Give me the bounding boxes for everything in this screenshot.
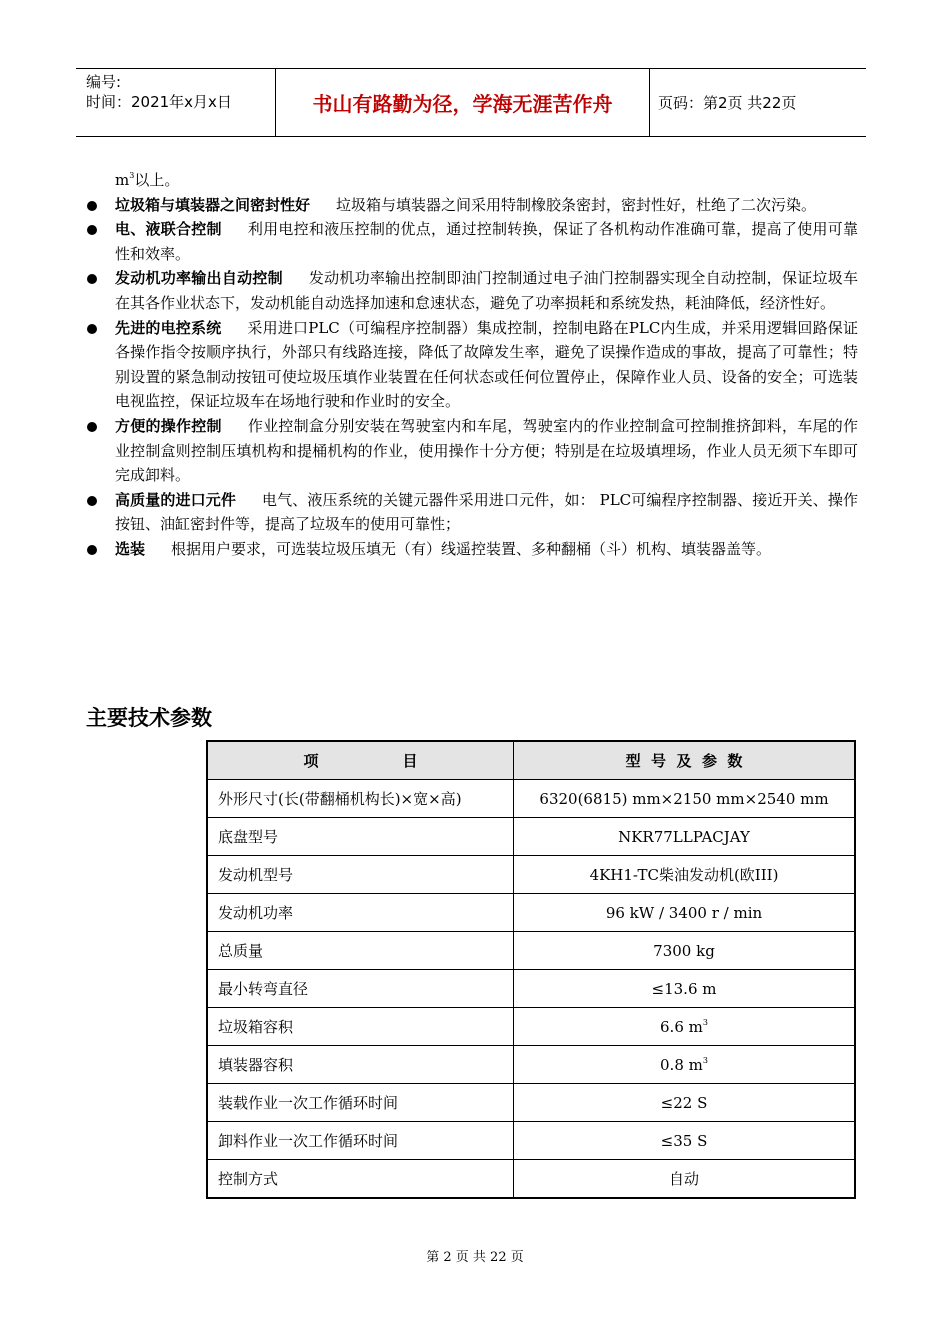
- table-row: [207, 1122, 855, 1160]
- table-row: [207, 856, 855, 894]
- param-value: 自动: [514, 1160, 856, 1199]
- feature-title: 垃圾箱与填装器之间密封性好: [115, 195, 311, 214]
- bullet-icon: [87, 201, 97, 211]
- bullet-icon: [87, 496, 97, 506]
- feature-text: 采用进口PLC（可编程序控制器）集成控制，控制电路在PLC内生成，并采用逻辑回路保证各操作指令按顺序执行，外部只有线路连接，降低了故障发生率，避免了误操作造成的事故，提高了可靠性；特别设置的紧急制动按钮可使垃圾压填作业装置在任何状态或任何位置停止，保障作业人员、设备的安全；可选装电视监控，保证垃圾车在场地行驶和作业时的安全。: [115, 318, 858, 411]
- bullet-icon: [87, 545, 97, 555]
- bullet-icon: [87, 274, 97, 284]
- feature-text: 利用电控和液压控制的优点，通过控制转换，保证了各机构动作准确可靠，提高了使用可靠性和效率。: [115, 220, 858, 263]
- param-name: 外形尺寸(长(带翻桶机构长)×宽×高): [207, 780, 514, 818]
- table-row: [207, 1160, 855, 1199]
- param-value-text: 6.6 m: [660, 1017, 703, 1036]
- feature-title: 发动机功率输出自动控制: [115, 269, 283, 288]
- bullet-icon: [87, 225, 97, 235]
- unit-superscript: 3: [702, 1055, 708, 1065]
- column-header-value: 型 号 及 参 数: [514, 741, 856, 780]
- table-row: [207, 894, 855, 932]
- feature-item: [86, 217, 858, 266]
- table-row: [207, 818, 855, 856]
- param-value: 7300 kg: [514, 932, 856, 970]
- param-value: 4KH1-TC柴油发动机(欧III): [514, 856, 856, 894]
- param-value: 6320(6815) mm×2150 mm×2540 mm: [514, 780, 856, 818]
- header-meta: [76, 69, 276, 136]
- feature-text: 发动机功率输出控制即油门控制通过电子油门控制器实现全自动控制，保证垃圾车在其各作业状态下，发动机能自动选择加速和怠速状态，避免了功率损耗和系统发热，耗油降低，经济性好。: [115, 269, 858, 312]
- feature-list: [86, 168, 858, 562]
- param-value: [514, 1008, 856, 1046]
- feature-title: 高质量的进口元件: [115, 490, 236, 509]
- table-row: [207, 780, 855, 818]
- param-name: 底盘型号: [207, 818, 514, 856]
- feature-title: 电、液联合控制: [115, 220, 222, 239]
- feature-item: [86, 414, 858, 488]
- bullet-icon: [87, 422, 97, 432]
- feature-text: 作业控制盒分别安装在驾驶室内和车尾，驾驶室内的作业控制盒可控制推挤卸料，车尾的作业控制盒则控制压填机构和提桶机构的作业，使用操作十分方便；特别是在垃圾填埋场，作业人员无须下车即可完成卸料。: [115, 416, 858, 485]
- section-title: 主要技术参数: [86, 706, 212, 730]
- table-row: [207, 1008, 855, 1046]
- header-page-code: 页码：第2页 共22页: [658, 94, 797, 112]
- feature-text: 根据用户要求，可选装垃圾压填无（有）线遥控装置、多种翻桶（斗）机构、填装器盖等。: [171, 539, 772, 558]
- table-header-row: [207, 741, 855, 780]
- param-name: 垃圾箱容积: [207, 1008, 514, 1046]
- unit-superscript: 3: [702, 1017, 708, 1027]
- feature-item: [86, 316, 858, 414]
- column-header-item: 项 目: [207, 741, 514, 780]
- params-table: [206, 740, 856, 1199]
- feature-title: 方便的操作控制: [115, 416, 222, 435]
- unit-superscript: 3: [129, 171, 135, 180]
- feature-item: [86, 488, 858, 537]
- param-name: 装载作业一次工作循环时间: [207, 1084, 514, 1122]
- param-value: ≤22 S: [514, 1084, 856, 1122]
- document-number-label: 编号:: [86, 73, 122, 91]
- param-name: 发动机型号: [207, 856, 514, 894]
- unit-base: m: [115, 171, 130, 189]
- continued-text-body: 以上。: [134, 171, 180, 189]
- feature-item: [86, 537, 858, 562]
- param-name: 控制方式: [207, 1160, 514, 1199]
- param-name: 最小转弯直径: [207, 970, 514, 1008]
- param-value: 96 kW / 3400 r / min: [514, 894, 856, 932]
- param-value: ≤13.6 m: [514, 970, 856, 1008]
- page-header: [76, 68, 866, 137]
- header-motto: 书山有路勤为径，学海无涯苦作舟: [276, 69, 650, 136]
- table-row: [207, 1084, 855, 1122]
- bullet-icon: [87, 324, 97, 334]
- feature-text: 电气、液压系统的关键元器件采用进口元件，如： PLC可编程序控制器、接近开关、操作按钮、油缸密封件等，提高了垃圾车的使用可靠性；: [115, 490, 858, 534]
- param-name: 填装器容积: [207, 1046, 514, 1084]
- param-name: 发动机功率: [207, 894, 514, 932]
- param-name: 总质量: [207, 932, 514, 970]
- document-date: 时间：2021年x月x日: [86, 93, 232, 111]
- feature-text: 垃圾箱与填装器之间采用特制橡胶条密封，密封性好，杜绝了二次污染。: [336, 195, 817, 214]
- feature-title: 选装: [115, 539, 146, 558]
- table-row: [207, 970, 855, 1008]
- feature-title: 先进的电控系统: [115, 318, 222, 337]
- param-value: NKR77LLPACJAY: [514, 818, 856, 856]
- table-row: [207, 932, 855, 970]
- param-value-text: 0.8 m: [660, 1055, 703, 1074]
- table-row: [207, 1046, 855, 1084]
- param-value: [514, 1046, 856, 1084]
- param-name: 卸料作业一次工作循环时间: [207, 1122, 514, 1160]
- continued-text: [86, 168, 858, 193]
- param-value: ≤35 S: [514, 1122, 856, 1160]
- feature-item: [86, 266, 858, 315]
- feature-item: [86, 193, 858, 218]
- page-footer: 第 2 页 共 22 页: [426, 1250, 524, 1265]
